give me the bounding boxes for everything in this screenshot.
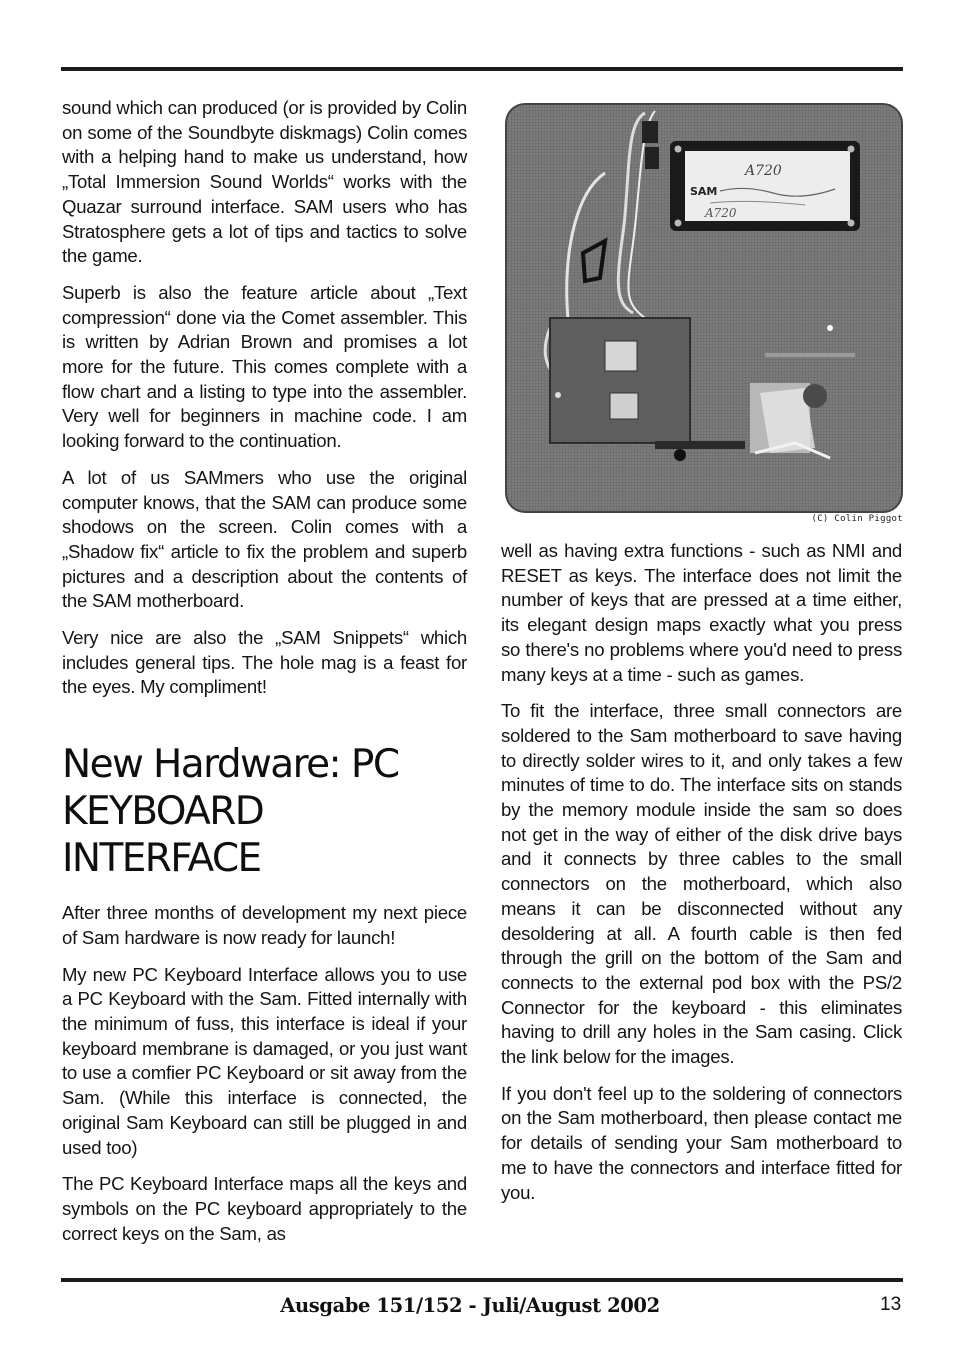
article-headline: New Hardware: PC KEYBOARD INTERFACE bbox=[62, 742, 399, 882]
label-sam-text: SAM bbox=[690, 185, 718, 198]
interface-photo bbox=[505, 103, 903, 513]
interface-photo-figure bbox=[505, 103, 903, 524]
review-paragraph-1: sound which can produced (or is provided by Colin on some of the Soundbyte diskmags) Colin comes with a helping hand to make us understand, how „Total Immersion Sound Worlds“ works with the Quazar surround interface. SAM users who has Stratosphere gets a lot of tips and tactics to solve the game. bbox=[62, 97, 467, 267]
svg-text:A720: A720 bbox=[745, 163, 782, 179]
review-paragraph-4: Very nice are also the „SAM Snippets“ which includes general tips. The hole mag is a feast for the eyes. My compliment! bbox=[62, 627, 467, 698]
article-paragraph-2: My new PC Keyboard Interface allows you to use a PC Keyboard with the Sam. Fitted internally with the minimum of fuss, this interface is ideal if your keyboard membrane is damaged, or you just want to use a comfier PC Keyboard or sit away from the Sam. (While this interface is connected, the original Sam Keyboard can still be plugged in and used too) bbox=[62, 963, 467, 1158]
footer-rule bbox=[61, 1278, 903, 1282]
article-paragraph-3: The PC Keyboard Interface maps all the keys and symbols on the PC keyboard appropriately to the correct keys on the Sam, as bbox=[62, 1173, 467, 1244]
header-rule bbox=[61, 67, 903, 71]
page-number: 13 bbox=[880, 1294, 902, 1315]
article-paragraph-5: To fit the interface, three small connectors are soldered to the Sam motherboard to save having to directly solder wires to it, and only takes a few minutes of time to do. The interface sits on stands by the memory module inside the sam so does not get in the way of either of the disk drive bays and it connects by three cables to the small connectors on the motherboard, which also means it can be disconnected without any desoldering at all. A fourth cable is then fed through the grill on the bottom of the Sam and connects to the external pod box with the PS/2 Connector for the keyboard - this eliminates having to drill any holes in the Sam casing. Click the link below for the images. bbox=[501, 700, 902, 1068]
article-paragraph-6: If you don't feel up to the soldering of connectors on the Sam motherboard, then please contact me for details of sending your Sam motherboard to me to have the connectors and interface fitted for you. bbox=[501, 1082, 902, 1203]
left-column bbox=[62, 96, 467, 1258]
right-column bbox=[501, 539, 902, 1217]
article-paragraph-4: well as having extra functions - such as NMI and RESET as keys. The interface does not limit the number of keys that are pressed at a time either, its elegant design maps exactly what you press so there's no problems where you'd need to press many keys at a time - such as games. bbox=[501, 540, 902, 685]
svg-text:A720: A720 bbox=[705, 206, 737, 220]
article-paragraph-1: After three months of development my next piece of Sam hardware is now ready for launch! bbox=[62, 902, 467, 948]
photo-credit: (C) Colin Piggot bbox=[811, 514, 903, 524]
review-paragraph-3: A lot of us SAMmers who use the original computer knows, that the SAM can produce some shodows on the screen. Colin comes with a „Shadow fix“ article to fix the problem and superb pictures and a description about the contents of the SAM motherboard. bbox=[62, 466, 467, 612]
review-paragraph-2: Superb is also the feature article about „Text compression“ done via the Comet assembler. This is written by Adrian Brown and promises a lot more for the future. This comes complete with a flow chart and a listing to type into the assembler. Very well for beginners in machine code. I am looking forward to the continuation. bbox=[62, 281, 467, 452]
board-illustration bbox=[505, 103, 903, 513]
footer-issue: Ausgabe 151/152 - Juli/August 2002 bbox=[280, 1294, 660, 1317]
